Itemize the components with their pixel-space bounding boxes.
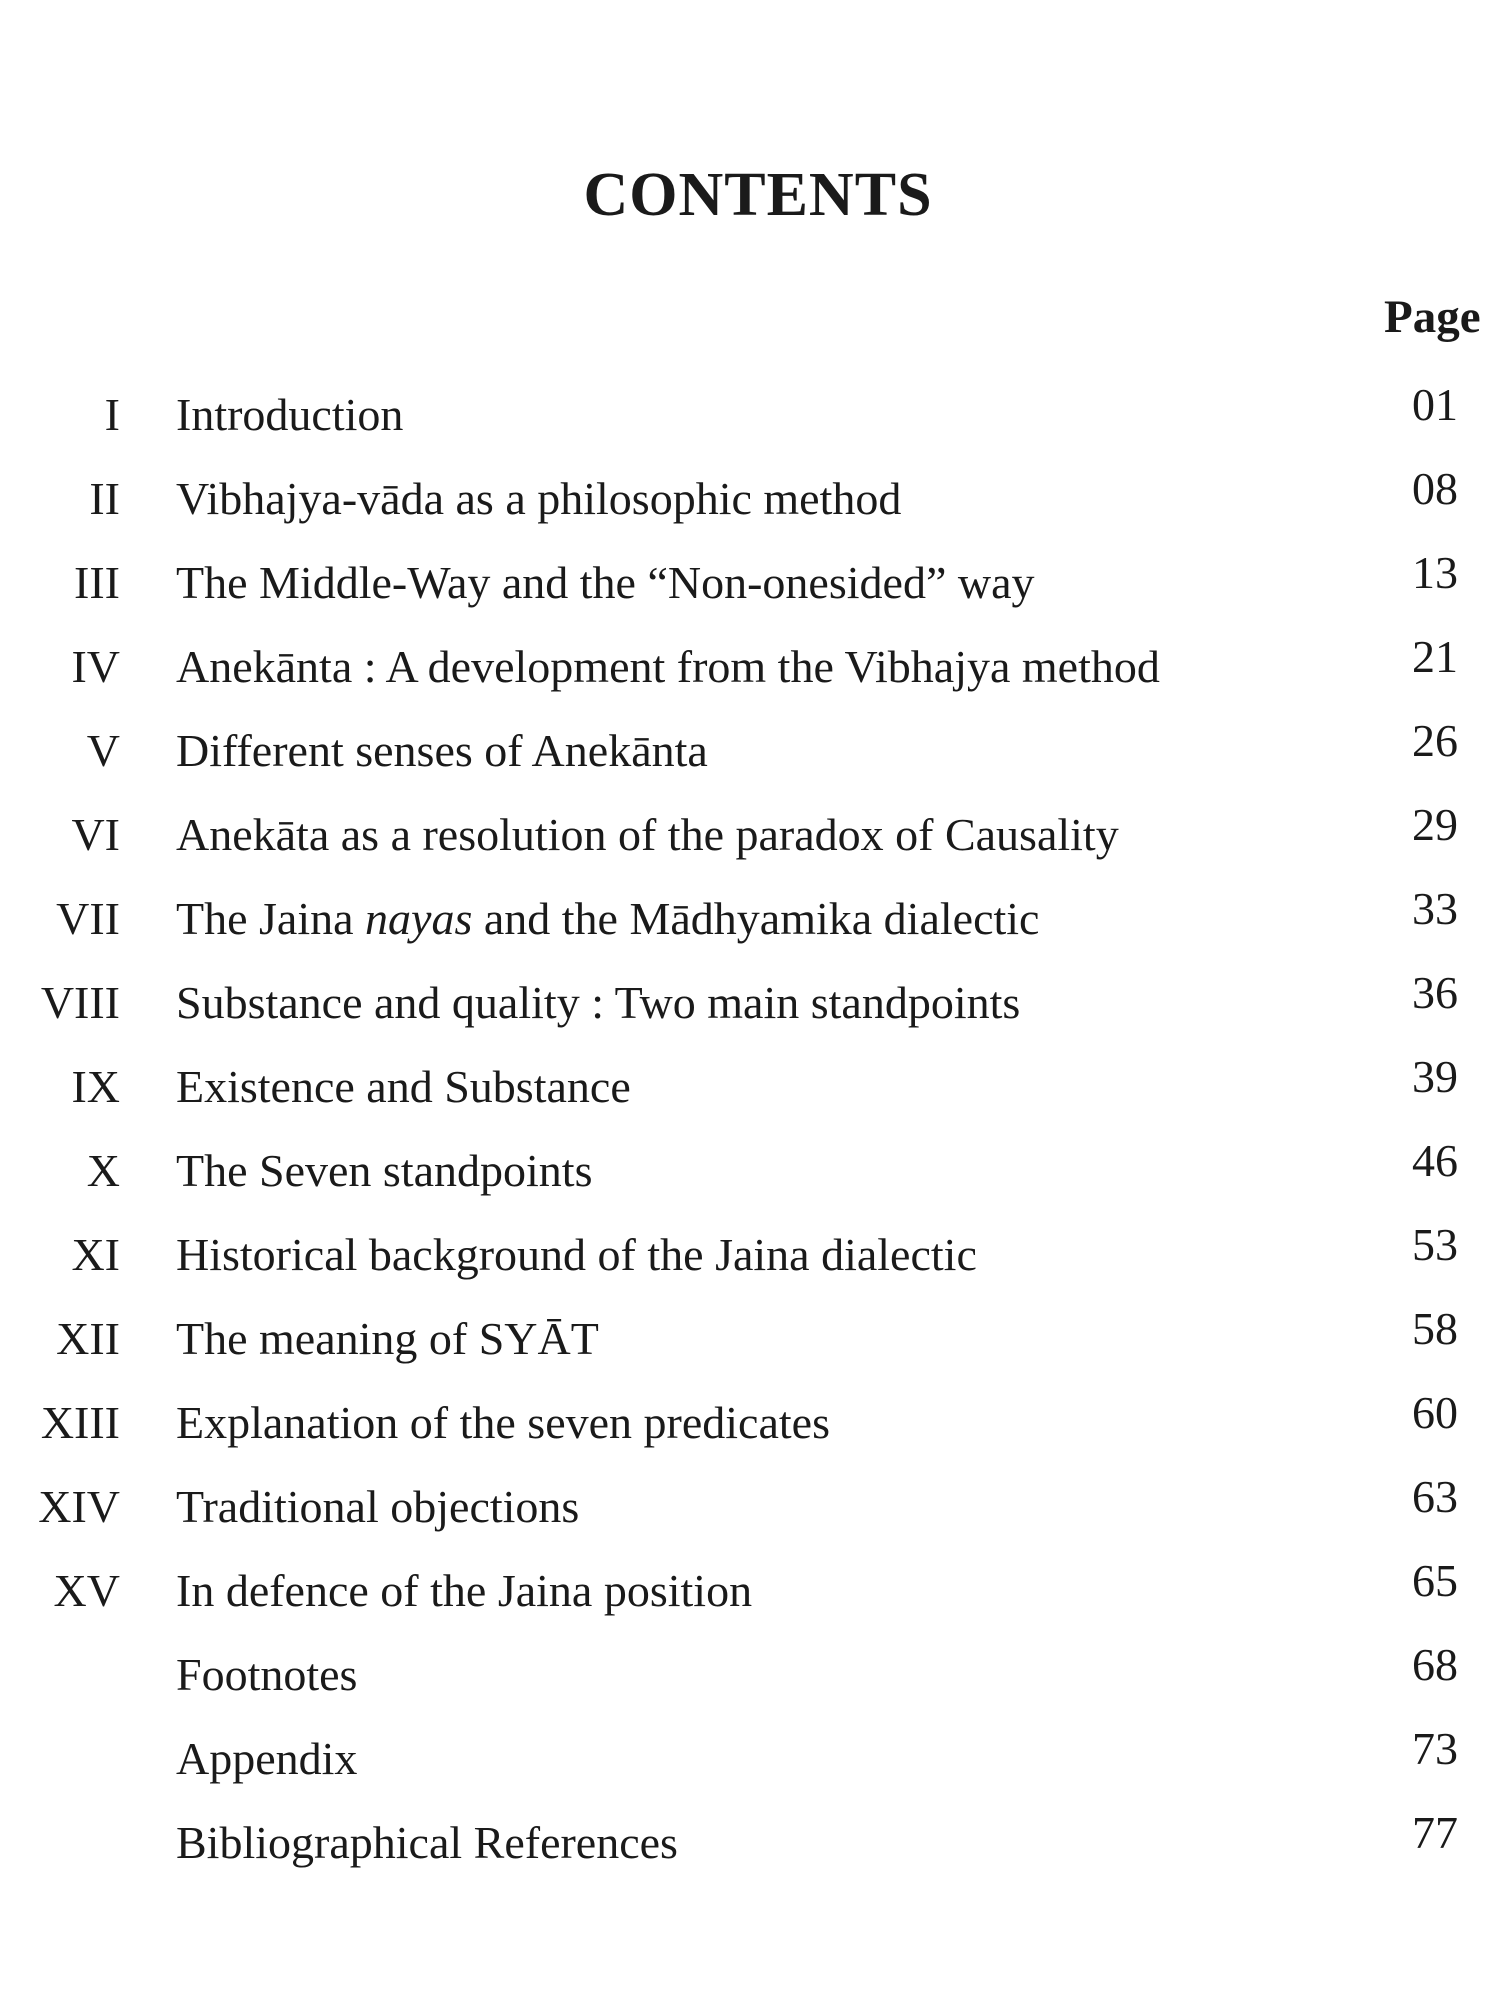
page-number: 08: [1412, 463, 1458, 514]
toc-entry: [0, 632, 1500, 702]
page-number: 26: [1412, 715, 1458, 766]
chapter-title: The Seven standpoints: [176, 1145, 593, 1196]
section-title: Appendix: [176, 1733, 358, 1784]
chapter-number: IV: [71, 641, 120, 692]
chapter-title: Existence and Substance: [176, 1061, 631, 1112]
toc-entry: [0, 1304, 1500, 1374]
chapter-title: Anekānta : A development from the Vibhajya method: [176, 641, 1160, 692]
page-number: 36: [1412, 967, 1458, 1018]
toc-entry: [0, 1808, 1500, 1878]
chapter-title: The meaning of SYĀT: [176, 1313, 599, 1364]
page-number: 53: [1412, 1219, 1458, 1270]
toc-entry: [0, 1052, 1500, 1122]
page-number: 46: [1412, 1135, 1458, 1186]
chapter-title: Traditional objections: [176, 1481, 580, 1532]
italic-term: nayas: [365, 893, 473, 944]
page-number: 13: [1412, 547, 1458, 598]
toc-entry: [0, 884, 1500, 954]
page-number: 77: [1412, 1807, 1458, 1858]
chapter-title: Introduction: [176, 389, 404, 440]
chapter-number: IX: [71, 1061, 120, 1112]
chapter-number: VI: [71, 809, 120, 860]
chapter-number: XIII: [40, 1397, 120, 1448]
toc-entry: [0, 1136, 1500, 1206]
chapter-number: XIV: [38, 1481, 120, 1532]
toc-entry: [0, 380, 1500, 450]
page-number: 63: [1412, 1471, 1458, 1522]
page-number: 39: [1412, 1051, 1458, 1102]
toc-entry: [0, 1640, 1500, 1710]
toc-entry: [0, 1472, 1500, 1542]
toc-entry: [0, 464, 1500, 534]
page-number: 60: [1412, 1387, 1458, 1438]
page-number: 65: [1412, 1555, 1458, 1606]
page-number: 21: [1412, 631, 1458, 682]
chapter-title: In defence of the Jaina position: [176, 1565, 753, 1616]
page-number: 29: [1412, 799, 1458, 850]
page-number: 68: [1412, 1639, 1458, 1690]
section-title: Bibliographical References: [176, 1817, 678, 1868]
chapter-title: Substance and quality : Two main standpoints: [176, 977, 1021, 1028]
toc-entry: [0, 1556, 1500, 1626]
page-column-header: Page: [1384, 291, 1481, 343]
section-title: Footnotes: [176, 1649, 358, 1700]
toc-entry: [0, 800, 1500, 870]
toc-entry: [0, 1724, 1500, 1794]
chapter-number: XII: [56, 1313, 120, 1364]
title-text: and the Mādhyamika dialectic: [472, 893, 1040, 944]
chapter-title: Historical background of the Jaina dialectic: [176, 1229, 977, 1280]
chapter-title: [176, 884, 1039, 954]
chapter-number: III: [74, 557, 120, 608]
chapter-number: XV: [53, 1565, 120, 1616]
toc-entry: [0, 1220, 1500, 1290]
chapter-number: V: [86, 725, 120, 776]
title-text: The Jaina: [176, 893, 366, 944]
chapter-title: Anekāta as a resolution of the paradox of Causality: [176, 809, 1119, 860]
chapter-number: XI: [71, 1229, 120, 1280]
toc-entry: [0, 716, 1500, 786]
chapter-title: Vibhajya-vāda as a philosophic method: [176, 473, 902, 524]
toc-entry: [0, 968, 1500, 1038]
chapter-number: II: [89, 473, 120, 524]
chapter-title: Explanation of the seven predicates: [176, 1397, 830, 1448]
chapter-title: Different senses of Anekānta: [176, 725, 708, 776]
page-title: CONTENTS: [583, 161, 933, 229]
toc-entry: [0, 548, 1500, 618]
chapter-number: VIII: [40, 977, 120, 1028]
chapter-title: The Middle-Way and the “Non-onesided” way: [176, 557, 1035, 608]
page-number: 01: [1412, 379, 1458, 430]
page-number: 73: [1412, 1723, 1458, 1774]
chapter-number: VII: [56, 893, 120, 944]
toc-entry: [0, 1388, 1500, 1458]
chapter-number: I: [104, 389, 120, 440]
page-number: 33: [1412, 883, 1458, 934]
page-number: 58: [1412, 1303, 1458, 1354]
chapter-number: X: [86, 1145, 120, 1196]
